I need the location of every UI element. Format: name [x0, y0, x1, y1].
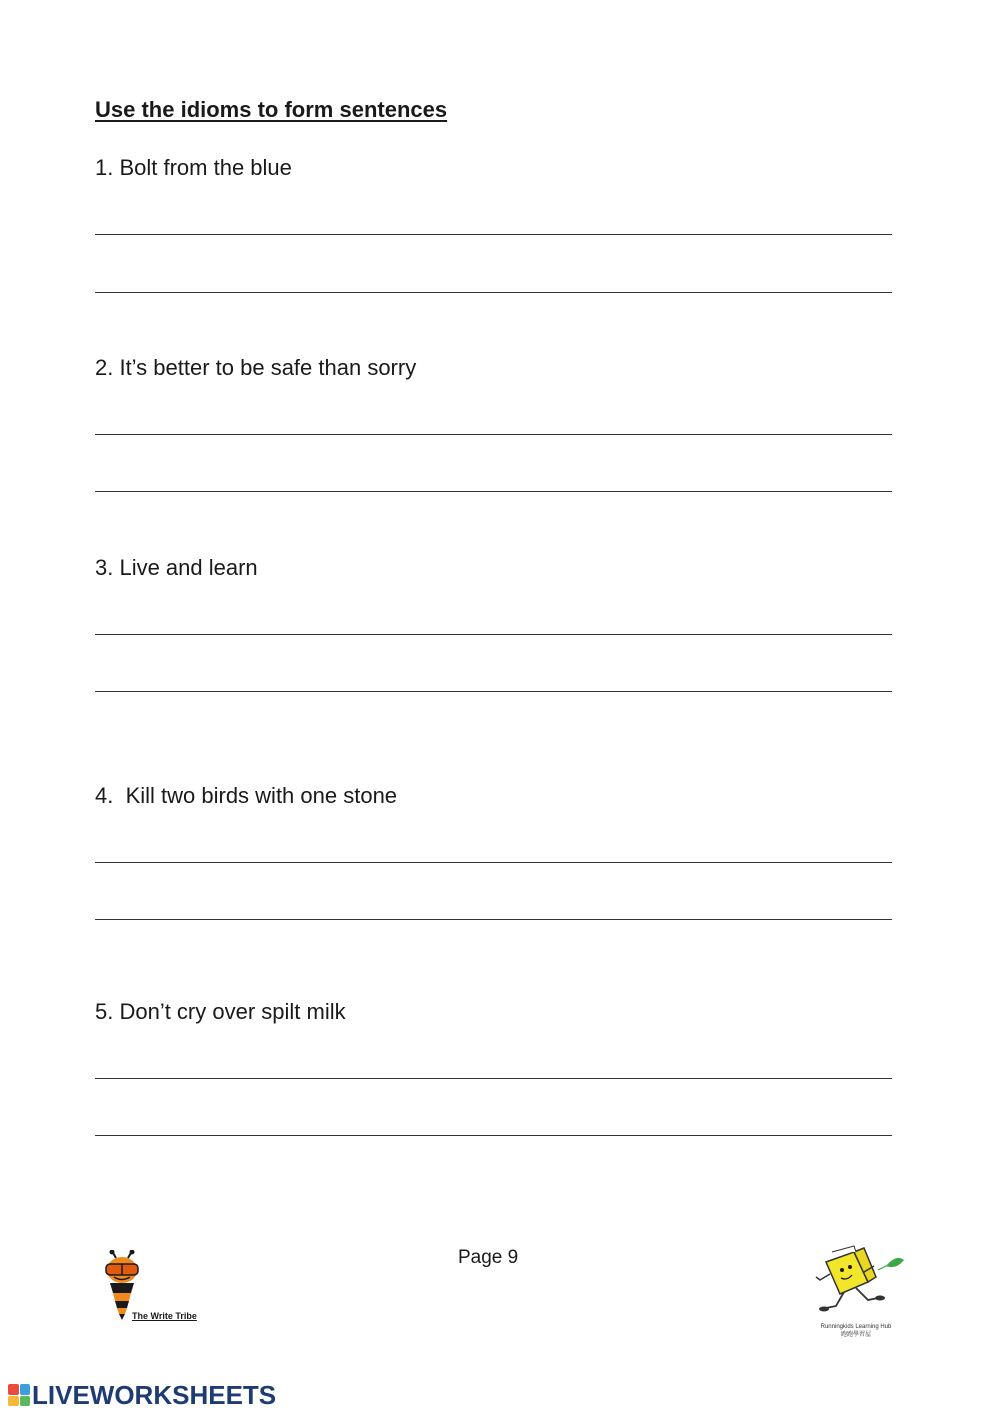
- runningkids-logo: [812, 1244, 907, 1324]
- answer-line-1b[interactable]: [95, 292, 892, 293]
- answer-line-4b[interactable]: [95, 919, 892, 920]
- answer-line-3a[interactable]: [95, 634, 892, 635]
- answer-line-2b[interactable]: [95, 491, 892, 492]
- question-1: 1. Bolt from the blue: [95, 155, 292, 180]
- answer-line-4a[interactable]: [95, 862, 892, 863]
- runningkids-caption-line1: Runningkids Learning Hub: [820, 1324, 892, 1330]
- answer-line-5b[interactable]: [95, 1135, 892, 1136]
- runningkids-caption: [813, 1323, 899, 1339]
- question-4: 4. Kill two birds with one stone: [95, 783, 398, 808]
- runningkids-caption-line2: 跑跑學習屋: [840, 1332, 871, 1338]
- question-5: 5. Don’t cry over spilt milk: [95, 999, 346, 1024]
- page-number: Page 9: [458, 1247, 519, 1268]
- write-tribe-caption: The Write Tribe: [132, 1311, 197, 1321]
- question-3: 3. Live and learn: [95, 555, 258, 580]
- liveworksheets-brand[interactable]: [8, 1380, 276, 1410]
- running-book-icon: [812, 1244, 907, 1324]
- liveworksheets-wordmark: LIVEWORKSHEETS: [32, 1379, 277, 1410]
- answer-line-1a[interactable]: [95, 234, 892, 235]
- answer-line-3b[interactable]: [95, 691, 892, 692]
- worksheet-heading: Use the idioms to form sentences: [95, 97, 448, 122]
- answer-line-5a[interactable]: [95, 1078, 892, 1079]
- question-2: 2. It’s better to be safe than sorry: [95, 355, 417, 380]
- answer-line-2a[interactable]: [95, 434, 892, 435]
- liveworksheets-logo-icon: [8, 1384, 30, 1406]
